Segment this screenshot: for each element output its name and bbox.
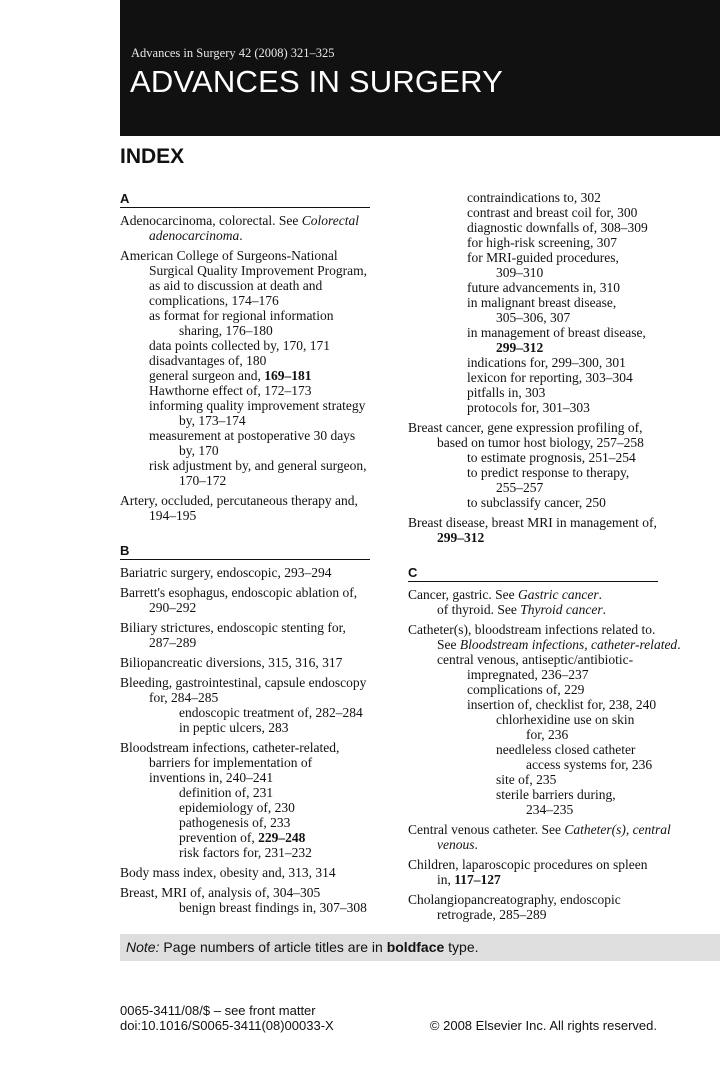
index-entry: Barrett's esophagus, endoscopic ablation of, 290–292 [120,585,358,615]
index-entry: American College of Surgeons-National Surgical Quality Improvement Program, as aid to discussion at death and complications, 174–176 as format for regional information sharing, 176–180 data points collected by, 170, 171 disadvantages of, 180 general surgeon and, 169–181 Hawthorne effect of, 172–173 informing quality improvement strategy by, 173–174 measurement at postoperative 30 days by, 170 risk adjustment by, and general surgeon, 170–172 [120,248,367,488]
journal-title: ADVANCES IN SURGERY [130,64,504,99]
copyright: © 2008 Elsevier Inc. All rights reserved. [429,1018,657,1033]
boldface-note: Note: Page numbers of article titles are in boldface type. [120,934,720,961]
index-entry: Bleeding, gastrointestinal, capsule endoscopy for, 284–285 endoscopic treatment of, 282–284 in peptic ulcers, 283 [120,675,367,735]
index-entry: Breast disease, breast MRI in management of, 299–312 [408,515,657,545]
index-column-left [120,190,370,915]
index-entry: Cancer, gastric. See Gastric cancer. of thyroid. See Thyroid cancer. [408,587,606,617]
index-entry: Catheter(s), bloodstream infections related to. See Bloodstream infections, catheter-related. central venous, antiseptic/antibiotic- impregnated, 236–237 complications of, 229 insertion of, checklist for, 238, 240 chlorhexidine use on skin for, 236 needleless closed catheter access systems for, 236 site of, 235 sterile barriers during, 234–235 [408,622,681,817]
index-entry-continued: contraindications to, 302 contrast and breast coil for, 300 diagnostic downfalls of, 308–309 for high-risk screening, 307 for MRI-guided procedures, 309–310 future advancements in, 310 in malignant breast disease, 305–306, 307 in management of breast disease, 299–312 indications for, 299–300, 301 lexicon for reporting, 303–304 pitfalls in, 303 protocols for, 301–303 [467,190,648,415]
index-entry: Adenocarcinoma, colorectal. See Colorectal adenocarcinoma. [120,213,360,243]
index-entry: Central venous catheter. See Catheter(s), central venous. [408,822,671,852]
index-entry: Cholangiopancreatography, endoscopic retrograde, 285–289 [408,892,621,922]
index-entry: Body mass index, obesity and, 313, 314 [120,865,336,880]
index-entry: Breast, MRI of, analysis of, 304–305 benign breast findings in, 307–308 [120,885,367,915]
index-entry: Children, laparoscopic procedures on spleen in, 117–127 [408,857,648,887]
index-entry: Biliopancreatic diversions, 315, 316, 317 [120,655,343,670]
index-entry: Bloodstream infections, catheter-related, barriers for implementation of inventions in, 240–241 definition of, 231 epidemiology of, 230 pathogenesis of, 233 prevention of, 229–248 risk factors for, 231–232 [120,740,340,860]
index-entry: Biliary strictures, endoscopic stenting for, 287–289 [120,620,346,650]
index-entry: Bariatric surgery, endoscopic, 293–294 [120,565,332,580]
index-entry: Artery, occluded, percutaneous therapy and, 194–195 [120,493,358,523]
page-title: INDEX [120,145,185,168]
index-column-right [408,190,681,922]
doi-line: doi:10.1016/S0065-3411(08)00033-X [120,1018,334,1033]
citation: Advances in Surgery 42 (2008) 321–325 [131,46,335,60]
page-footer [120,1003,657,1033]
section-heading-c: C [408,564,658,582]
issn-line: 0065-3411/08/$ – see front matter [120,1003,316,1018]
section-heading-b: B [120,542,370,560]
journal-header [120,0,720,136]
section-heading-a: A [120,190,370,208]
index-entry: Breast cancer, gene expression profiling of, based on tumor host biology, 257–258 to estimate prognosis, 251–254 to predict response to therapy, 255–257 to subclassify cancer, 250 [408,420,644,510]
